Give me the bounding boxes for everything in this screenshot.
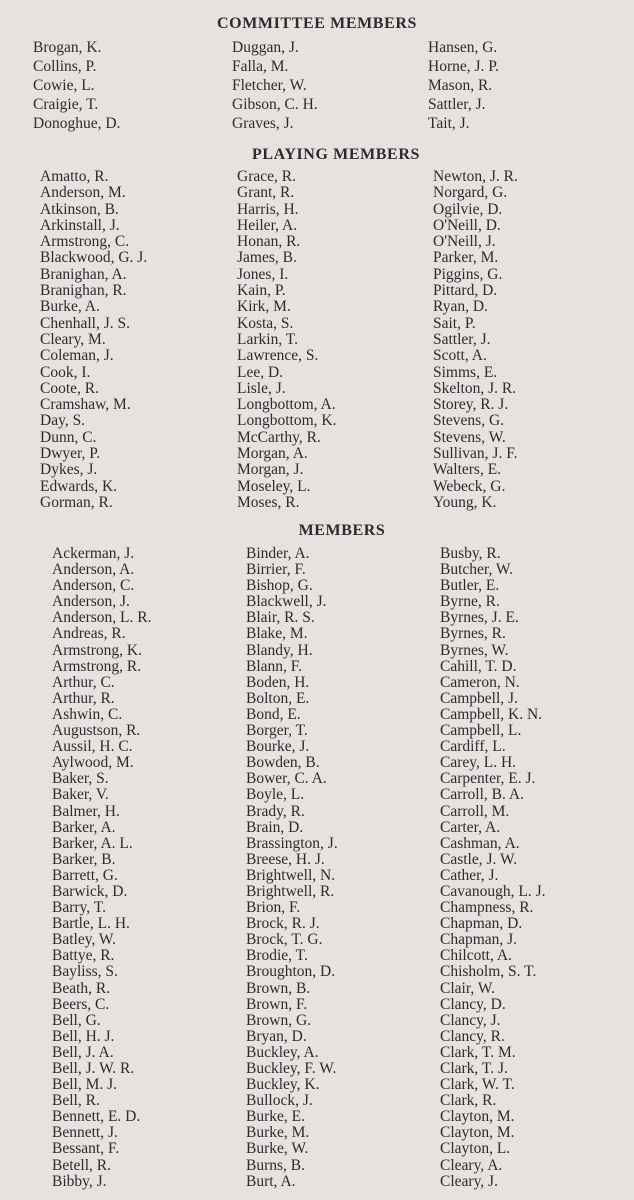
member-name: Cleary, M.: [40, 330, 106, 348]
member-name: Moses, R.: [237, 493, 300, 511]
member-name: Clayton, L.: [440, 1140, 511, 1158]
member-name: Carey, L. H.: [440, 754, 517, 772]
member-name: Campbell, K. N.: [440, 705, 543, 723]
member-name: Barrett, G.: [52, 866, 118, 884]
member-name: Morgan, J.: [237, 461, 304, 479]
member-name: Gorman, R.: [40, 493, 113, 511]
member-name: Baker, V.: [52, 786, 109, 804]
member-name: Brion, F.: [246, 899, 301, 917]
member-name: Borger, T.: [246, 722, 308, 740]
member-name: Coleman, J.: [40, 347, 114, 365]
member-name: Chilcott, A.: [440, 947, 512, 965]
member-name: Jones, I.: [237, 265, 289, 283]
member-name: Burke, A.: [40, 298, 100, 316]
member-name: Byrne, R.: [440, 593, 500, 611]
playing-column-2: [237, 169, 336, 511]
member-name: Cashman, A.: [440, 834, 520, 852]
member-name: Clancy, D.: [440, 995, 506, 1013]
member-name: Horne, J. P.: [428, 58, 500, 75]
member-name: Newton, J. R.: [433, 168, 518, 185]
member-name: Burke, E.: [246, 1108, 305, 1126]
member-name: Armstrong, C.: [40, 233, 130, 251]
member-name: Bell, M. J.: [52, 1076, 118, 1094]
member-name: Longbottom, A.: [237, 396, 336, 414]
member-name: Cleary, A.: [440, 1156, 503, 1174]
member-name: Brightwell, N.: [246, 866, 336, 884]
member-name: Cardiff, L.: [440, 738, 506, 756]
member-name: Collins, P.: [33, 58, 97, 75]
member-name: Baker, S.: [52, 770, 109, 788]
member-name: Bennett, J.: [52, 1124, 118, 1142]
member-name: Coote, R.: [40, 379, 99, 397]
member-name: Blair, R. S.: [246, 609, 315, 627]
member-name: Craigie, T.: [33, 96, 99, 113]
member-name: Byrnes, W.: [440, 641, 509, 659]
member-name: Arthur, C.: [52, 673, 115, 691]
member-name: Bell, G.: [52, 1011, 101, 1029]
member-name: Brock, R. J.: [246, 915, 320, 933]
member-name: Harris, H.: [237, 200, 299, 218]
member-name: Brodie, T.: [246, 947, 308, 965]
member-name: Bourke, J.: [246, 738, 310, 756]
member-name: Bower, C. A.: [246, 770, 327, 788]
member-name: Bartle, L. H.: [52, 915, 130, 933]
playing-column-3: [433, 169, 518, 511]
member-name: Busby, R.: [440, 545, 501, 562]
member-name: Clancy, R.: [440, 1027, 505, 1045]
member-name: Brown, F.: [246, 995, 308, 1013]
member-name: Binder, A.: [246, 545, 310, 562]
member-name: Chisholm, S. T.: [440, 963, 537, 981]
member-name: Bayliss, S.: [52, 963, 118, 981]
committee-column-1: [33, 38, 120, 133]
member-name: Amatto, R.: [40, 168, 109, 185]
member-name: Bowden, B.: [246, 754, 320, 772]
member-name: Day, S.: [40, 412, 86, 430]
member-name: Ryan, D.: [433, 298, 488, 316]
member-name: Carpenter, E. J.: [440, 770, 536, 788]
member-name: Edwards, K.: [40, 477, 118, 495]
member-name: Grace, R.: [237, 168, 296, 185]
member-name: Breese, H. J.: [246, 850, 325, 868]
member-name: Bell, H. J.: [52, 1027, 115, 1045]
member-name: Blandy, H.: [246, 641, 313, 659]
member-name: Atkinson, B.: [40, 200, 119, 218]
member-name: Norgard, G.: [433, 184, 508, 202]
member-name: Clark, W. T.: [440, 1076, 515, 1094]
member-name: Carroll, M.: [440, 802, 510, 820]
member-name: Blackwood, G. J.: [40, 249, 148, 267]
member-name: Clair, W.: [440, 979, 495, 997]
member-name: Anderson, C.: [52, 577, 135, 595]
member-name: Dunn, C.: [40, 428, 97, 446]
member-name: Chenhall, J. S.: [40, 314, 130, 332]
member-name: Stevens, G.: [433, 412, 505, 430]
member-name: Batley, W.: [52, 931, 117, 949]
member-name: Duggan, J.: [232, 39, 299, 56]
member-name: Graves, J.: [232, 115, 294, 132]
member-name: Stevens, W.: [433, 428, 506, 446]
members-column-1: [52, 546, 151, 1190]
member-name: Bond, E.: [246, 705, 301, 723]
member-name: Branighan, R.: [40, 282, 127, 300]
member-name: Clark, R.: [440, 1092, 497, 1110]
member-name: Cahill, T. D.: [440, 657, 517, 675]
member-name: Scott, A.: [433, 347, 487, 365]
member-name: Pittard, D.: [433, 282, 498, 300]
member-name: Bennett, E. D.: [52, 1108, 141, 1126]
member-name: Butler, E.: [440, 577, 500, 595]
member-name: Bibby, J.: [52, 1172, 107, 1190]
member-name: Blann, F.: [246, 657, 303, 675]
member-name: Sait, P.: [433, 314, 476, 332]
member-name: Bell, J. A.: [52, 1043, 114, 1061]
member-name: Sattler, J.: [433, 330, 491, 348]
member-name: Armstrong, R.: [52, 657, 142, 675]
member-name: Brady, R.: [246, 802, 305, 820]
member-name: Brassington, J.: [246, 834, 338, 852]
members-column-3: [440, 546, 545, 1190]
member-name: Boden, H.: [246, 673, 310, 691]
member-name: Burns, B.: [246, 1156, 305, 1174]
member-name: Broughton, D.: [246, 963, 336, 981]
member-name: Anderson, L. R.: [52, 609, 152, 627]
member-name: Kain, P.: [237, 282, 286, 300]
member-name: Chapman, D.: [440, 915, 523, 933]
member-name: Kirk, M.: [237, 298, 291, 316]
committee-column-2: [232, 38, 318, 133]
member-name: Carter, A.: [440, 818, 501, 836]
member-name: Moseley, L.: [237, 477, 311, 495]
member-name: Buckley, F. W.: [246, 1060, 337, 1077]
member-name: Kosta, S.: [237, 314, 294, 332]
committee-members-heading: COMMITTEE MEMBERS: [217, 15, 417, 32]
member-name: Cleary, J.: [440, 1172, 498, 1190]
member-name: Ackerman, J.: [52, 545, 135, 562]
member-name: Barry, T.: [52, 899, 106, 917]
member-name: Cather, J.: [440, 866, 499, 884]
member-name: Ashwin, C.: [52, 705, 123, 723]
member-name: Bessant, F.: [52, 1140, 120, 1158]
member-name: Dykes, J.: [40, 461, 98, 479]
member-name: McCarthy, R.: [237, 428, 321, 446]
member-name: Larkin, T.: [237, 330, 298, 348]
member-name: Clancy, J.: [440, 1011, 501, 1029]
member-name: Carroll, B. A.: [440, 786, 524, 804]
member-name: Aussil, H. C.: [52, 738, 133, 756]
member-name: Mason, R.: [428, 77, 493, 94]
member-name: Betell, R.: [52, 1156, 111, 1174]
member-name: Piggins, G.: [433, 265, 503, 283]
member-name: Castle, J. W.: [440, 850, 518, 868]
member-name: Lawrence, S.: [237, 347, 319, 365]
member-name: Cameron, N.: [440, 673, 520, 691]
member-name: Barker, B.: [52, 850, 116, 868]
member-name: Birrier, F.: [246, 561, 306, 579]
member-name: Webeck, G.: [433, 477, 506, 495]
member-name: Morgan, A.: [237, 445, 308, 463]
member-name: Armstrong, K.: [52, 641, 142, 659]
member-name: Branighan, A.: [40, 265, 127, 283]
member-name: Brain, D.: [246, 818, 304, 836]
member-name: Buckley, K.: [246, 1076, 320, 1094]
member-name: Clayton, M.: [440, 1108, 515, 1126]
member-name: Parker, M.: [433, 249, 499, 267]
member-name: Gibson, C. H.: [232, 96, 318, 113]
member-name: Boyle, L.: [246, 786, 305, 804]
playing-column-1: [40, 169, 147, 511]
member-name: Cramshaw, M.: [40, 396, 131, 414]
member-name: Tait, J.: [428, 115, 470, 132]
member-name: Simms, E.: [433, 363, 498, 381]
member-name: Young, K.: [433, 493, 497, 511]
member-name: Cavanough, L. J.: [440, 882, 546, 900]
member-name: Clark, T. M.: [440, 1043, 516, 1061]
member-name: Barker, A. L.: [52, 834, 133, 852]
member-name: Dwyer, P.: [40, 445, 101, 463]
member-name: Barwick, D.: [52, 882, 128, 900]
member-name: Byrnes, J. E.: [440, 609, 519, 627]
member-name: Chapman, J.: [440, 931, 518, 949]
member-name: Beath, R.: [52, 979, 111, 997]
member-name: Honan, R.: [237, 233, 301, 251]
member-name: Brock, T. G.: [246, 931, 323, 949]
member-name: Ogilvie, D.: [433, 200, 503, 218]
member-name: Clark, T. J.: [440, 1060, 508, 1077]
member-name: Donoghue, D.: [33, 115, 121, 132]
member-name: Cowie, L.: [33, 77, 95, 94]
member-name: Brightwell, R.: [246, 882, 335, 900]
member-name: Byrnes, R.: [440, 625, 506, 643]
member-name: Sullivan, J. F.: [433, 445, 518, 463]
member-name: Fletcher, W.: [232, 77, 307, 94]
member-name: Hansen, G.: [428, 39, 498, 56]
member-name: Andreas, R.: [52, 625, 126, 643]
member-name: Anderson, A.: [52, 561, 135, 579]
member-name: Bullock, J.: [246, 1092, 313, 1110]
member-name: Lisle, J.: [237, 379, 286, 397]
member-name: Walters, E.: [433, 461, 502, 479]
member-name: Battye, R.: [52, 947, 115, 965]
member-name: Balmer, H.: [52, 802, 120, 820]
member-name: Barker, A.: [52, 818, 116, 836]
member-name: Butcher, W.: [440, 561, 513, 579]
member-name: James, B.: [237, 249, 297, 267]
playing-members-heading: PLAYING MEMBERS: [252, 146, 420, 163]
member-name: Bolton, E.: [246, 689, 310, 707]
member-name: Sattler, J.: [428, 96, 486, 113]
member-name: O'Neill, D.: [433, 216, 501, 234]
member-name: Brogan, K.: [33, 39, 102, 56]
member-name: Brown, B.: [246, 979, 311, 997]
member-name: Bishop, G.: [246, 577, 313, 595]
member-name: Blake, M.: [246, 625, 308, 643]
member-name: Arthur, R.: [52, 689, 115, 707]
member-name: Clayton, M.: [440, 1124, 515, 1142]
member-name: Burke, M.: [246, 1124, 310, 1142]
member-name: Bell, R.: [52, 1092, 100, 1110]
member-name: Bell, J. W. R.: [52, 1060, 135, 1077]
member-name: Bryan, D.: [246, 1027, 307, 1045]
member-name: Campbell, J.: [440, 689, 518, 707]
member-name: Burke, W.: [246, 1140, 309, 1158]
member-name: Heiler, A.: [237, 216, 298, 234]
committee-column-3: [428, 38, 499, 133]
member-name: Beers, C.: [52, 995, 110, 1013]
member-name: Champness, R.: [440, 899, 534, 917]
member-name: Anderson, M.: [40, 184, 126, 202]
member-name: Cook, I.: [40, 363, 91, 381]
member-name: Aylwood, M.: [52, 754, 134, 772]
member-name: Buckley, A.: [246, 1043, 319, 1061]
member-name: Campbell, L.: [440, 722, 522, 740]
member-name: Augustson, R.: [52, 722, 141, 740]
member-name: Storey, R. J.: [433, 396, 509, 414]
member-name: Blackwell, J.: [246, 593, 327, 611]
member-name: Longbottom, K.: [237, 412, 337, 430]
member-name: Falla, M.: [232, 58, 289, 75]
member-name: Brown, G.: [246, 1011, 312, 1029]
member-name: O'Neill, J.: [433, 233, 496, 251]
member-name: Anderson, J.: [52, 593, 130, 611]
members-column-2: [246, 546, 338, 1190]
member-name: Arkinstall, J.: [40, 216, 120, 234]
member-name: Lee, D.: [237, 363, 284, 381]
members-heading: MEMBERS: [298, 522, 386, 539]
member-name: Skelton, J. R.: [433, 379, 517, 397]
member-name: Grant, R.: [237, 184, 295, 202]
member-name: Burt, A.: [246, 1172, 296, 1190]
